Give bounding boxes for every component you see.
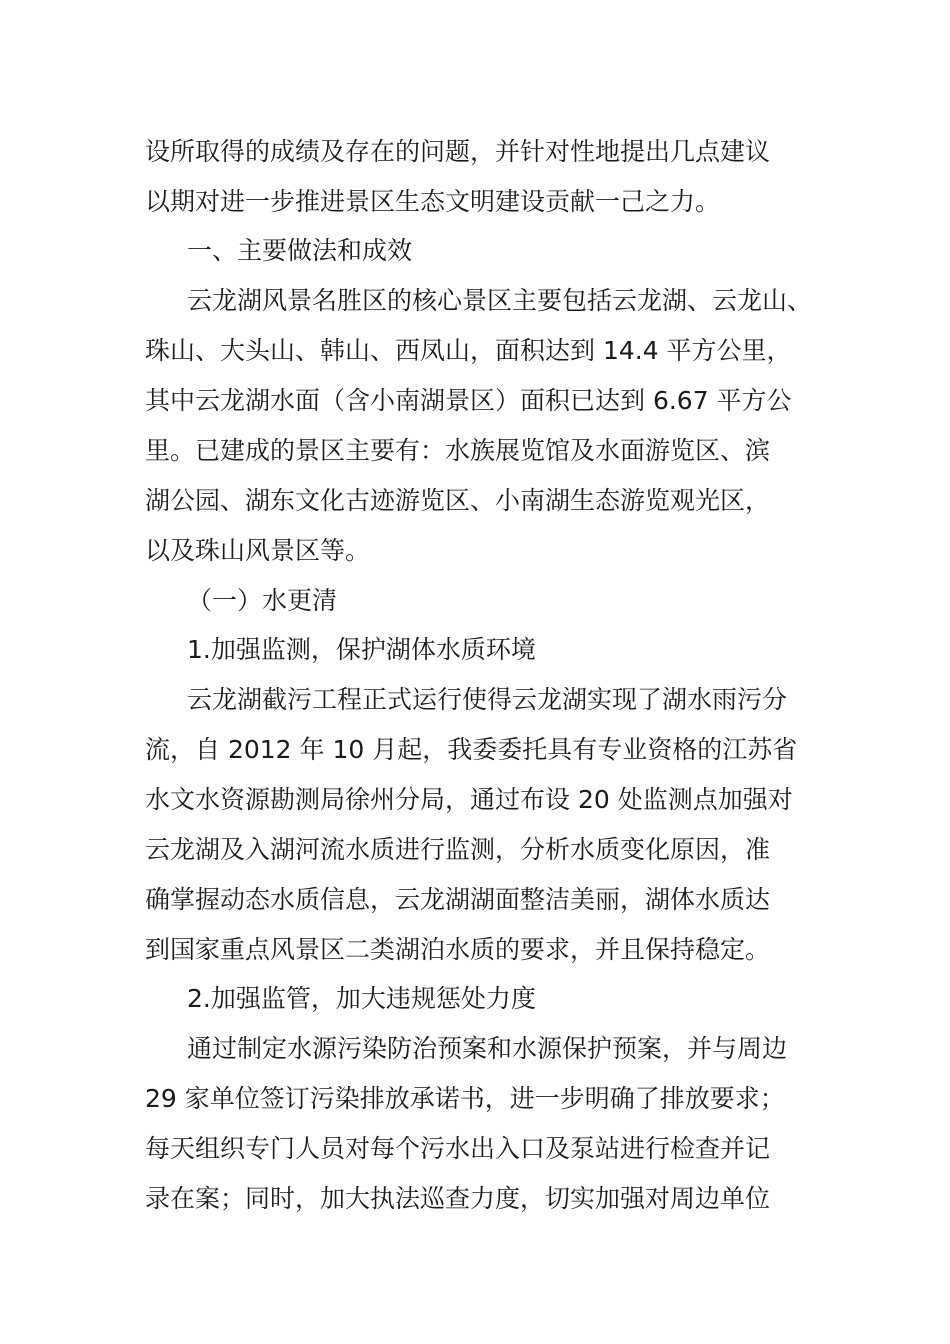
section-heading: 一、主要做法和成效 [187, 236, 413, 265]
item-heading: 2.加强监管，加大违规惩处力度 [187, 984, 536, 1013]
body-text-line: 以期对进一步推进景区生态文明建设贡献一己之力。 [145, 187, 721, 216]
body-text-line: 水文水资源勘测局徐州分局，通过布设 20 处监测点加强对 [145, 785, 793, 814]
item-heading: 1.加强监测，保护湖体水质环境 [187, 635, 536, 664]
body-text-line: 29 家单位签订污染排放承诺书，进一步明确了排放要求； [145, 1084, 785, 1113]
body-text-line: 云龙湖及入湖河流水质进行监测，分析水质变化原因，准 [145, 835, 771, 864]
body-text-line: 珠山、大头山、韩山、西凤山，面积达到 14.4 平方公里， [145, 336, 792, 365]
body-text-line: 里。已建成的景区主要有：水族展览馆及水面游览区、滨 [145, 436, 771, 465]
body-text-line: 设所取得的成绩及存在的问题，并针对性地提出几点建议 [145, 137, 771, 166]
body-text-line: 其中云龙湖水面（含小南湖景区）面积已达到 6.67 平方公 [145, 386, 792, 415]
body-text-line: 每天组织专门人员对每个污水出入口及泵站进行检查并记 [145, 1134, 771, 1163]
body-text-line: 以及珠山风景区等。 [145, 536, 371, 565]
body-text-line: 流，自 2012 年 10 月起，我委委托具有专业资格的江苏省 [145, 735, 798, 764]
body-text-line: 到国家重点风景区二类湖泊水质的要求，并且保持稳定。 [145, 935, 771, 964]
body-text-line: 确掌握动态水质信息，云龙湖湖面整洁美丽，湖体水质达 [145, 885, 771, 914]
body-text-line: 录在案；同时，加大执法巡查力度，切实加强对周边单位 [145, 1184, 771, 1213]
paragraph-first-line: 云龙湖风景名胜区的核心景区主要包括云龙湖、云龙山、 [187, 286, 813, 315]
paragraph-first-line: 通过制定水源污染防治预案和水源保护预案，并与周边 [187, 1034, 788, 1063]
body-text-line: 湖公园、湖东文化古迹游览区、小南湖生态游览观光区， [145, 486, 771, 515]
paragraph-first-line: 云龙湖截污工程正式运行使得云龙湖实现了湖水雨污分 [187, 685, 788, 714]
subsection-heading: （一）水更清 [187, 586, 338, 615]
